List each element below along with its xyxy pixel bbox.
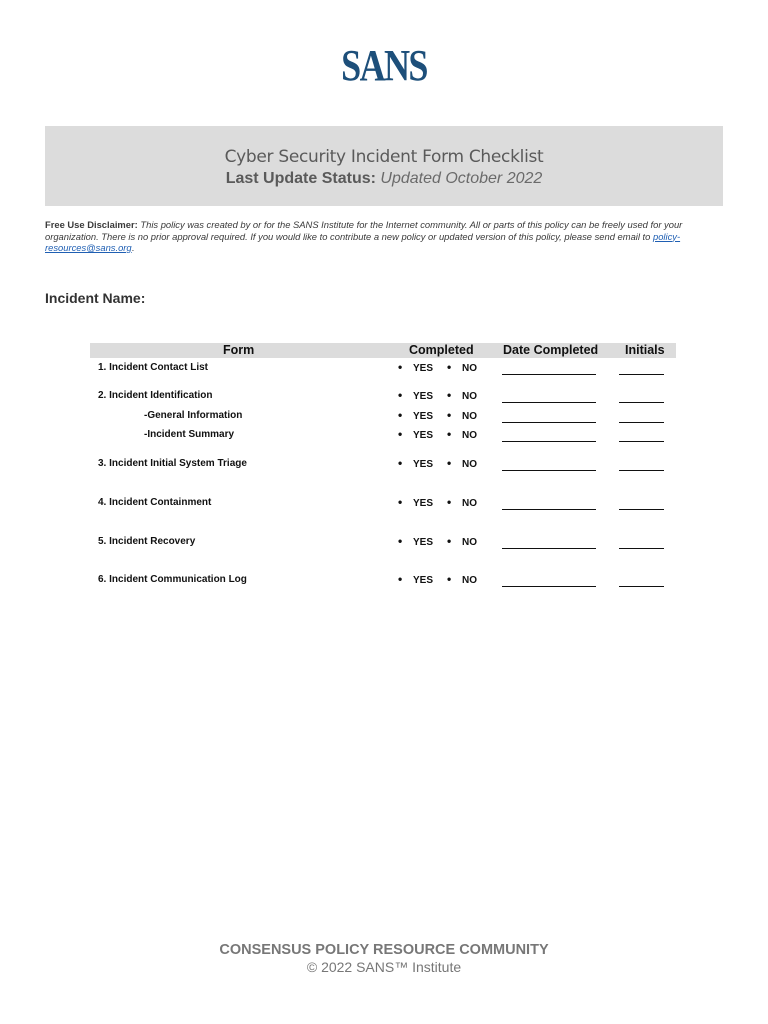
form-name: 6. Incident Communication Log bbox=[98, 574, 247, 585]
disclaimer-period: . bbox=[131, 242, 135, 253]
date-completed-field[interactable] bbox=[502, 509, 596, 510]
update-status bbox=[45, 170, 723, 188]
form-name: 5. Incident Recovery bbox=[98, 536, 196, 547]
title-banner bbox=[45, 126, 723, 206]
date-completed-field[interactable] bbox=[502, 422, 596, 423]
header-form: Form bbox=[223, 343, 255, 357]
no-option[interactable]: NO bbox=[462, 391, 477, 402]
footer-organization: CONSENSUS POLICY RESOURCE COMMUNITY bbox=[219, 942, 549, 958]
initials-field[interactable] bbox=[619, 422, 664, 423]
yes-option-bullet[interactable]: • bbox=[398, 534, 403, 548]
no-option[interactable]: NO bbox=[462, 537, 477, 548]
table-row bbox=[0, 497, 768, 513]
form-name: 3. Incident Initial System Triage bbox=[98, 458, 247, 469]
table-row bbox=[0, 536, 768, 552]
date-completed-field[interactable] bbox=[502, 470, 596, 471]
header-date-completed: Date Completed bbox=[503, 343, 599, 357]
yes-option-bullet[interactable]: • bbox=[398, 572, 403, 586]
yes-option-bullet[interactable]: • bbox=[398, 388, 403, 402]
table-row bbox=[0, 362, 768, 378]
table-row bbox=[0, 390, 768, 406]
no-option-bullet[interactable]: • bbox=[447, 388, 452, 402]
initials-field[interactable] bbox=[619, 586, 664, 587]
form-name: 1. Incident Contact List bbox=[98, 362, 209, 373]
yes-option[interactable]: YES bbox=[413, 430, 434, 441]
update-status-value: Updated October 2022 bbox=[380, 170, 543, 187]
initials-field[interactable] bbox=[619, 374, 664, 375]
yes-option-bullet[interactable]: • bbox=[398, 495, 403, 509]
yes-option[interactable]: YES bbox=[413, 575, 434, 586]
table-row bbox=[0, 410, 768, 426]
no-option[interactable]: NO bbox=[462, 430, 477, 441]
date-completed-field[interactable] bbox=[502, 374, 596, 375]
date-completed-field[interactable] bbox=[502, 441, 596, 442]
form-name: 4. Incident Containment bbox=[98, 497, 212, 508]
date-completed-field[interactable] bbox=[502, 586, 596, 587]
yes-option-bullet[interactable]: • bbox=[398, 456, 403, 470]
table-row bbox=[0, 458, 768, 474]
date-completed-field[interactable] bbox=[502, 548, 596, 549]
table-row bbox=[0, 429, 768, 445]
form-name: 2. Incident Identification bbox=[98, 390, 213, 401]
yes-option[interactable]: YES bbox=[413, 391, 434, 402]
checklist-table-header bbox=[90, 343, 676, 358]
sans-logo: SANS bbox=[341, 41, 427, 90]
no-option[interactable]: NO bbox=[462, 498, 477, 509]
incident-name-label: Incident Name: bbox=[45, 290, 146, 306]
no-option-bullet[interactable]: • bbox=[447, 534, 452, 548]
footer-copyright: © 2022 SANS™ Institute bbox=[306, 959, 462, 975]
update-status-label: Last Update Status: bbox=[225, 170, 376, 187]
yes-option-bullet[interactable]: • bbox=[398, 360, 403, 374]
form-name: -Incident Summary bbox=[144, 429, 235, 440]
no-option-bullet[interactable]: • bbox=[447, 427, 452, 441]
policy-resources-email-link[interactable]: policy-resources@sans.org bbox=[45, 230, 681, 253]
yes-option[interactable]: YES bbox=[413, 411, 434, 422]
yes-option[interactable]: YES bbox=[413, 537, 434, 548]
yes-option-bullet[interactable]: • bbox=[398, 408, 403, 422]
no-option[interactable]: NO bbox=[462, 363, 477, 374]
free-use-disclaimer bbox=[45, 219, 725, 254]
no-option[interactable]: NO bbox=[462, 575, 477, 586]
no-option-bullet[interactable]: • bbox=[447, 360, 452, 374]
no-option-bullet[interactable]: • bbox=[447, 495, 452, 509]
no-option[interactable]: NO bbox=[462, 459, 477, 470]
initials-field[interactable] bbox=[619, 509, 664, 510]
initials-field[interactable] bbox=[619, 548, 664, 549]
header-initials: Initials bbox=[625, 343, 665, 357]
no-option-bullet[interactable]: • bbox=[447, 408, 452, 422]
initials-field[interactable] bbox=[619, 470, 664, 471]
yes-option[interactable]: YES bbox=[413, 498, 434, 509]
form-name: -General Information bbox=[144, 410, 243, 421]
table-row bbox=[0, 574, 768, 590]
header-completed: Completed bbox=[409, 343, 474, 357]
page-footer bbox=[0, 942, 768, 975]
yes-option[interactable]: YES bbox=[413, 363, 434, 374]
no-option-bullet[interactable]: • bbox=[447, 456, 452, 470]
initials-field[interactable] bbox=[619, 402, 664, 403]
yes-option-bullet[interactable]: • bbox=[398, 427, 403, 441]
disclaimer-text: This policy was created by or for the SANS Institute for the Internet community. All or parts of this policy can be freely used for your organization. There is no prior approval required. If you would like to contribute a new policy or updated version of this policy, please send email to bbox=[45, 219, 683, 242]
date-completed-field[interactable] bbox=[502, 402, 596, 403]
no-option-bullet[interactable]: • bbox=[447, 572, 452, 586]
initials-field[interactable] bbox=[619, 441, 664, 442]
no-option[interactable]: NO bbox=[462, 411, 477, 422]
yes-option[interactable]: YES bbox=[413, 459, 434, 470]
document-title: Cyber Security Incident Form Checklist bbox=[224, 147, 544, 167]
disclaimer-label: Free Use Disclaimer: bbox=[45, 219, 138, 230]
